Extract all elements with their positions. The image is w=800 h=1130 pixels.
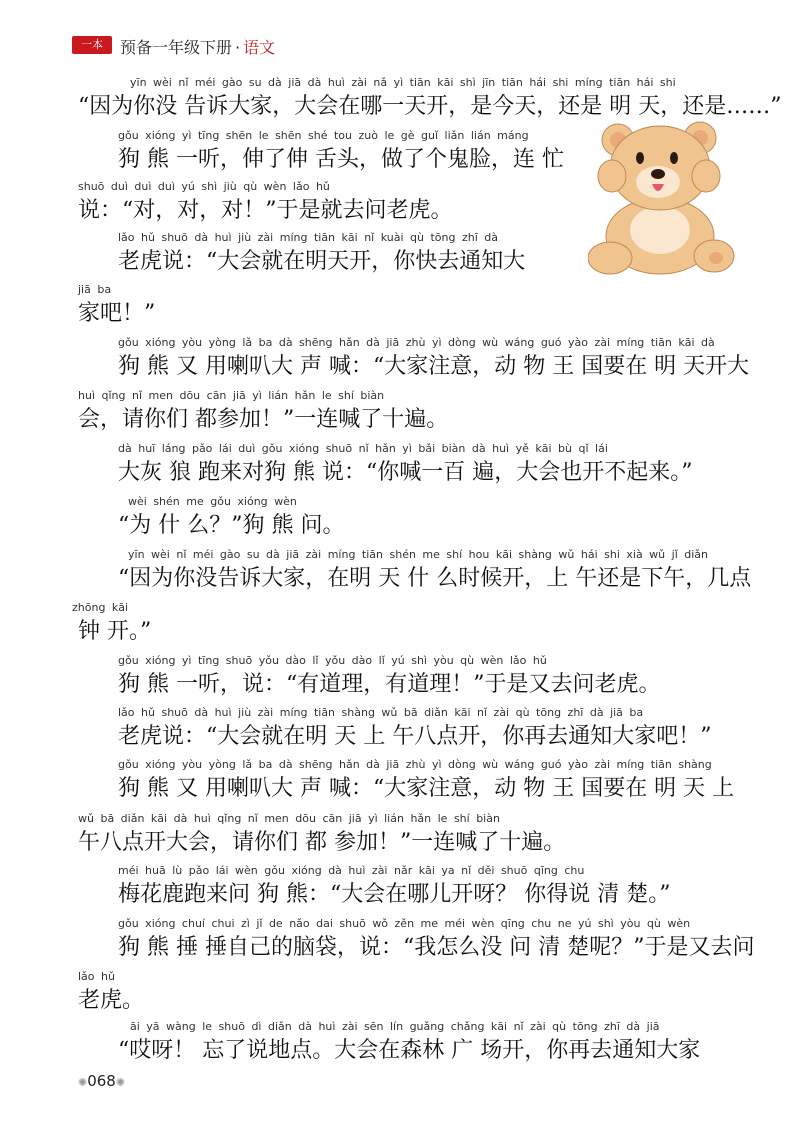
pinyin-row: lǎo hǔ shuō dà huì jiù zài míng tiān kāi nǐ kuài qù tōng zhī dà — [118, 231, 498, 244]
hanzi-row: “因为你没告诉大家，在明 天 什 么时候开，上 午还是下午，几点 — [118, 566, 752, 591]
hanzi-row: 家吧！” — [78, 301, 156, 326]
hanzi-row: 老虎说：“大会就在明 天 上 午八点开，你再去通知大家吧！” — [118, 724, 712, 749]
page-number-value: 068 — [87, 1072, 116, 1090]
pinyin-row: lǎo hǔ — [78, 970, 115, 983]
pinyin-row: shuō duì duì duì yú shì jiù qù wèn lǎo hǔ — [78, 180, 330, 193]
book-name: 预备一年级下册 — [120, 38, 233, 57]
star-icon: ✺ — [115, 1076, 126, 1089]
hanzi-row: 老虎说：“大会就在明天开，你快去通知大 — [118, 249, 526, 274]
star-icon: ✺ — [78, 1076, 88, 1089]
hanzi-row: 钟 开。” — [78, 619, 152, 644]
pinyin-row: gǒu xióng yòu yòng lǎ ba dà shēng hǎn dà jiā zhù yì dòng wù wáng guó yào zài míng tiān shàng — [118, 758, 712, 771]
teddy-bear-illustration — [588, 118, 738, 278]
hanzi-row: 说：“对，对，对！”于是就去问老虎。 — [78, 198, 453, 223]
hanzi-row: 狗 熊 捶 捶自己的脑袋，说：“我怎么没 问 清 楚呢？”于是又去问 — [118, 935, 755, 960]
pinyin-row: wǔ bā diǎn kāi dà huì qǐng nǐ men dōu cān jiā yì lián hǎn le shí biàn — [78, 812, 500, 825]
hanzi-row: “因为你没 告诉大家，大会在哪一天开，是今天，还是 明 天，还是……” — [78, 94, 782, 119]
title-separator: · — [235, 38, 241, 57]
hanzi-row: “为 什 么？”狗 熊 问。 — [118, 513, 345, 538]
hanzi-row: 狗 熊 又 用喇叭大 声 喊：“大家注意，动 物 王 国要在 明 天开大 — [118, 354, 750, 379]
hanzi-row: 狗 熊 又 用喇叭大 声 喊：“大家注意，动 物 王 国要在 明 天 上 — [118, 776, 735, 801]
pinyin-row: wèi shén me gǒu xióng wèn — [128, 495, 297, 508]
pinyin-row: gǒu xióng yì tīng shēn le shēn shé tou zuò le gè guǐ liǎn lián máng — [118, 129, 529, 142]
hanzi-row: 狗 熊 一听，伸了伸 舌头，做了个鬼脸，连 忙 — [118, 147, 564, 172]
hanzi-row: 午八点开大会，请你们 都 参加！”一连喊了十遍。 — [78, 830, 566, 855]
pinyin-row: zhōng kāi — [72, 601, 129, 614]
pinyin-row: méi huā lù pǎo lái wèn gǒu xióng dà huì zài nǎr kāi ya nǐ děi shuō qīng chu — [118, 864, 585, 877]
hanzi-row: “哎呀！ 忘了说地点。大会在森林 广 场开，你再去通知大家 — [118, 1038, 701, 1063]
series-badge: 一本 — [72, 36, 112, 54]
hanzi-row: 梅花鹿跑来问 狗 熊：“大会在哪儿开呀？ 你得说 清 楚。” — [118, 882, 671, 907]
pinyin-row: dà huī láng pǎo lái duì gǒu xióng shuō nǐ hǎn yì bǎi biàn dà huì yě kāi bù qǐ lái — [118, 442, 608, 455]
pinyin-row: āi yā wàng le shuō dì diǎn dà huì zài sēn lín guǎng chǎng kāi nǐ zài qù tōng zhī dà jiā — [130, 1020, 660, 1033]
hanzi-row: 狗 熊 一听，说：“有道理，有道理！”于是又去问老虎。 — [118, 672, 661, 697]
hanzi-row: 老虎。 — [78, 988, 145, 1013]
pinyin-row: gǒu xióng yì tīng shuō yǒu dào lǐ yǒu dào lǐ yú shì yòu qù wèn lǎo hǔ — [118, 654, 547, 667]
pinyin-row: jiā ba — [78, 283, 112, 296]
hanzi-row: 会，请你们 都参加！”一连喊了十遍。 — [78, 407, 449, 432]
pinyin-row: gǒu xióng yòu yòng lǎ ba dà shēng hǎn dà jiā zhù yì dòng wù wáng guó yào zài míng tiān kāi dà — [118, 336, 715, 349]
pinyin-row: lǎo hǔ shuō dà huì jiù zài míng tiān shàng wǔ bā diǎn kāi nǐ zài qù tōng zhī dà jiā ba — [118, 706, 644, 719]
pinyin-row: yīn wèi nǐ méi gào su dà jiā zài míng tiān shén me shí hou kāi shàng wǔ hái shi xià wǔ jǐ diǎn — [128, 548, 709, 561]
book-title — [120, 35, 275, 58]
page-header — [0, 0, 800, 70]
pinyin-row: gǒu xióng chuí chui zì jǐ de nǎo dai shuō wǒ zěn me méi wèn qīng chu ne yú shì yòu qù wèn — [118, 917, 691, 930]
pinyin-row: huì qǐng nǐ men dōu cān jiā yì lián hǎn le shí biàn — [78, 389, 385, 402]
subject-name: 语文 — [243, 38, 276, 57]
pinyin-row: yīn wèi nǐ méi gào su dà jiā dà huì zài nǎ yì tiān kāi shì jīn tiān hái shi míng tiān hái shi — [130, 76, 676, 89]
hanzi-row: 大灰 狼 跑来对狗 熊 说：“你喊一百 遍，大会也开不起来。” — [118, 460, 693, 485]
page-number — [78, 1072, 125, 1090]
